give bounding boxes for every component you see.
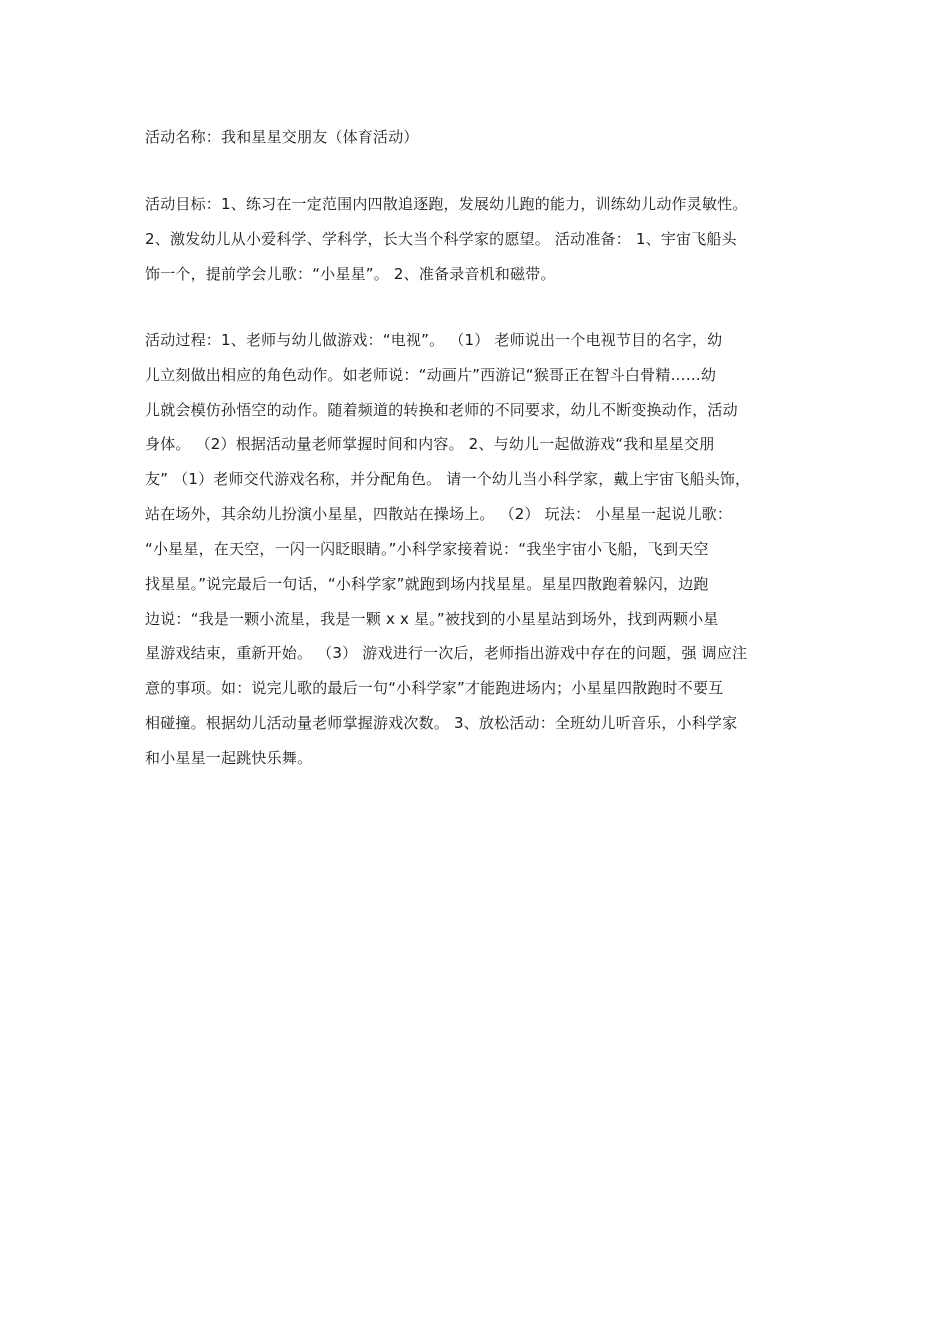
activity-process-line-5: 友” （1）老师交代游戏名称，并分配角色。 请一个幼儿当小科学家，戴上宇宙飞船头饰， [145, 470, 751, 488]
activity-process-line-11: 意的事项。如：说完儿歌的最后一句“小科学家”才能跑进场内；小星星四散跑时不要互 [145, 679, 724, 697]
activity-process-line-13: 和小星星一起跳快乐舞。 [145, 749, 313, 767]
activity-process-line-9: 边说：“我是一颗小流星，我是一颗 x x 星。”被找到的小星星站到场外，找到两颗小星 [145, 610, 719, 628]
activity-goal-line-2: 2、激发幼儿从小爱科学、学科学，长大当个科学家的愿望。 活动准备： 1、宇宙飞船头 [145, 230, 737, 248]
activity-process-line-10: 星游戏结束，重新开始。 （3） 游戏进行一次后，老师指出游戏中存在的问题，强 调应注 [145, 644, 748, 662]
activity-process-line-8: 找星星。”说完最后一句话，“小科学家”就跑到场内找星星。星星四散跑着躲闪，边跑 [145, 575, 709, 593]
activity-process-line-4: 身体。 （2）根据活动量老师掌握时间和内容。 2、与幼儿一起做游戏“我和星星交朋 [145, 435, 715, 453]
activity-process-line-1: 活动过程：1、老师与幼儿做游戏：“电视”。 （1） 老师说出一个电视节目的名字，幼 [145, 331, 723, 349]
activity-process-line-7: “小星星，在天空，一闪一闪眨眼睛。”小科学家接着说：“我坐宇宙小飞船，飞到天空 [145, 540, 709, 558]
activity-goal-line-3: 饰一个，提前学会儿歌：“小星星”。 2、准备录音机和磁带。 [145, 265, 556, 283]
activity-goal-line-1: 活动目标：1、练习在一定范围内四散追逐跑，发展幼儿跑的能力，训练幼儿动作灵敏性。 [145, 195, 748, 213]
activity-process-line-12: 相碰撞。根据幼儿活动量老师掌握游戏次数。 3、放松活动：全班幼儿听音乐，小科学家 [145, 714, 738, 732]
activity-process-line-2: 儿立刻做出相应的角色动作。如老师说：“动画片”西游记“猴哥正在智斗白骨精……幼 [145, 366, 717, 384]
activity-process-line-3: 儿就会模仿孙悟空的动作。随着频道的转换和老师的不同要求，幼儿不断变换动作，活动 [145, 401, 738, 419]
activity-name-line: 活动名称：我和星星交朋友（体育活动） [145, 128, 419, 146]
activity-process-line-6: 站在场外，其余幼儿扮演小星星，四散站在操场上。 （2） 玩法： 小星星一起说儿歌： [145, 505, 733, 523]
